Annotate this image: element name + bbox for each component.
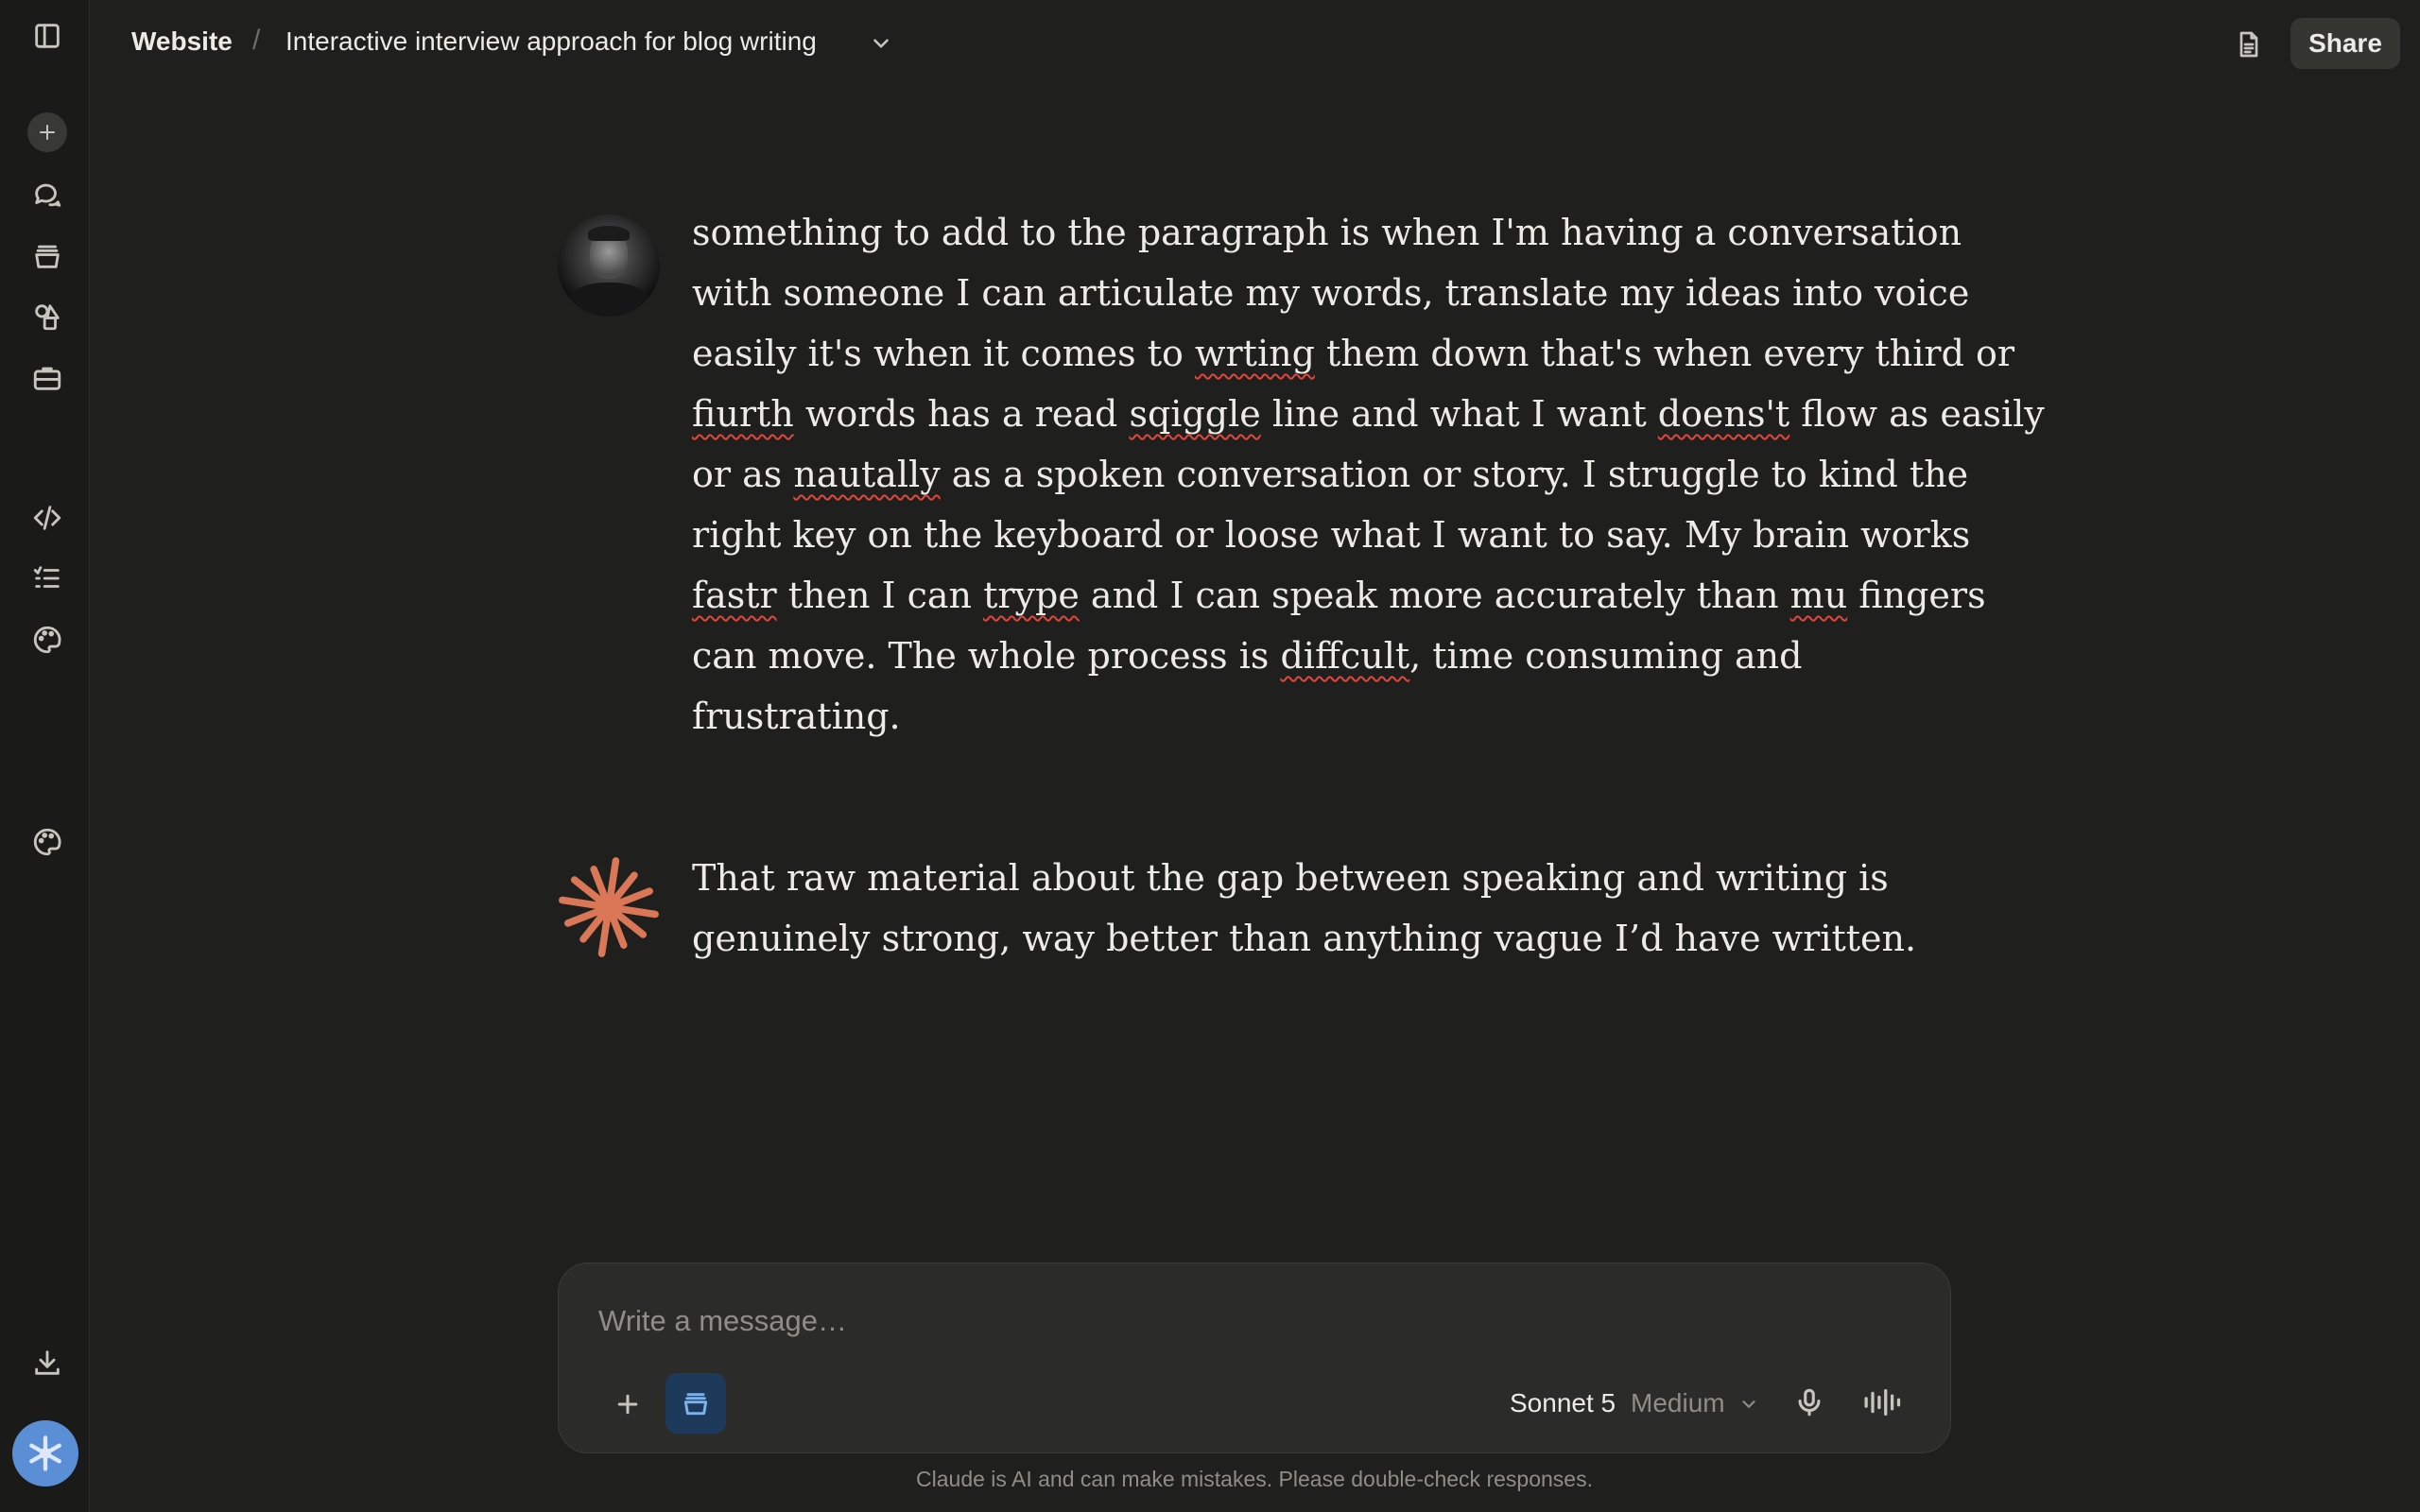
text-segment: words has a read [793, 393, 1130, 435]
plus-icon [36, 121, 59, 144]
shapes-icon [31, 301, 63, 333]
misspelled-word: doens't [1657, 393, 1790, 435]
user-message-line [692, 626, 1959, 686]
user-message-line [692, 263, 1970, 323]
palette-icon [31, 826, 63, 858]
text-segment: fingers [1847, 575, 1986, 616]
project-context-button[interactable] [666, 1373, 726, 1434]
text-segment: them down that's when every third or [1314, 333, 2015, 374]
text-segment: as a spoken conversation or story. I struggle to kind the [940, 454, 1969, 495]
code-icon [31, 502, 63, 534]
chat-bubbles-icon [31, 179, 63, 211]
text-segment: easily it's when it comes to [692, 333, 1195, 374]
chat-header [90, 0, 2420, 89]
text-segment: and I can speak more accurately than [1079, 575, 1790, 616]
user-message [692, 202, 2045, 747]
snowflake-icon [25, 1433, 66, 1474]
text-segment: , time consuming and [1409, 635, 1803, 677]
model-menu-button[interactable] [1738, 1394, 1759, 1415]
stack-icon [681, 1388, 711, 1418]
user-message-line [692, 686, 1959, 747]
claude-logo-icon [558, 856, 660, 958]
model-selector[interactable]: Sonnet 5 [1510, 1388, 1616, 1418]
sidebar-item-projects[interactable] [21, 230, 74, 283]
message-composer [558, 1263, 1951, 1453]
effort-selector[interactable]: Medium [1631, 1388, 1725, 1418]
text-segment: can move. The whole process is [692, 635, 1281, 677]
misspelled-word: nautally [793, 454, 941, 495]
text-segment: something to add to the paragraph is when I'm having a conversation [692, 212, 1962, 253]
microphone-icon [1793, 1386, 1825, 1418]
artifacts-panel-button[interactable] [2227, 23, 2271, 66]
new-chat-button[interactable] [21, 106, 74, 159]
sidebar-item-chats[interactable] [21, 168, 74, 221]
chevron-down-icon [1738, 1394, 1759, 1415]
sidebar-icon [31, 20, 63, 52]
user-message-line [692, 323, 2015, 384]
toggle-sidebar-button[interactable] [21, 9, 74, 62]
sidebar-item-styles-alt[interactable] [21, 816, 74, 868]
misspelled-word: fastr [692, 575, 777, 616]
voice-mode-button[interactable] [1858, 1379, 1909, 1426]
misspelled-word: diffcult [1280, 635, 1410, 677]
sidebar [0, 0, 90, 1512]
chat-title-menu-button[interactable] [869, 31, 893, 56]
briefcase-icon [31, 362, 63, 394]
text-segment: line and what I want [1260, 393, 1658, 435]
message-input[interactable] [598, 1297, 1827, 1345]
misspelled-word: sqiggle [1129, 393, 1261, 435]
text-segment: or as [692, 454, 794, 495]
misspelled-word: mu [1789, 575, 1848, 616]
text-segment: right key on the keyboard or loose what I want to say. My brain works [692, 514, 1971, 556]
user-account-avatar[interactable] [12, 1420, 78, 1486]
user-message-avatar [558, 215, 660, 317]
sidebar-item-artifacts[interactable] [21, 290, 74, 343]
user-message-line [692, 202, 1962, 263]
sidebar-item-tools[interactable] [21, 352, 74, 404]
misspelled-word: wrting [1194, 333, 1315, 374]
assistant-message [692, 848, 1959, 969]
download-icon [31, 1347, 63, 1379]
user-message-line [692, 505, 1971, 565]
text-segment: flow as easily [1789, 393, 2045, 435]
user-message-line [692, 444, 1969, 505]
user-message-line [692, 565, 1986, 626]
dictation-button[interactable] [1786, 1379, 1833, 1426]
add-attachment-button[interactable] [598, 1375, 657, 1434]
breadcrumb-project[interactable]: Website [131, 26, 233, 56]
waveform-icon [1862, 1386, 1904, 1418]
user-message-line [692, 384, 2045, 444]
misspelled-word: fiurth [692, 393, 794, 435]
text-segment: then I can [776, 575, 984, 616]
share-button[interactable]: Share [2290, 18, 2400, 69]
assistant-message-line: That raw material about the gap between speaking and writing is [692, 857, 1889, 899]
document-icon [2234, 29, 2264, 60]
palette-icon [31, 624, 63, 656]
text-segment: with someone I can articulate my words, translate my ideas into voice [692, 272, 1970, 314]
chevron-down-icon [869, 31, 893, 56]
plus-icon [614, 1390, 642, 1418]
disclaimer-text: Claude is AI and can make mistakes. Please double-check responses. [916, 1467, 1593, 1491]
stack-icon [31, 240, 63, 272]
sidebar-item-styles[interactable] [21, 613, 74, 666]
chat-title[interactable]: Interactive interview approach for blog writing [285, 26, 817, 56]
assistant-message-line: genuinely strong, way better than anything vague I’d have written. [692, 918, 1917, 959]
checklist-icon [31, 562, 63, 594]
breadcrumb-separator: / [252, 25, 261, 56]
sidebar-item-tasks[interactable] [21, 552, 74, 605]
text-segment: frustrating. [692, 696, 901, 737]
download-button[interactable] [21, 1336, 74, 1389]
misspelled-word: trype [983, 575, 1080, 616]
sidebar-item-code[interactable] [21, 491, 74, 544]
